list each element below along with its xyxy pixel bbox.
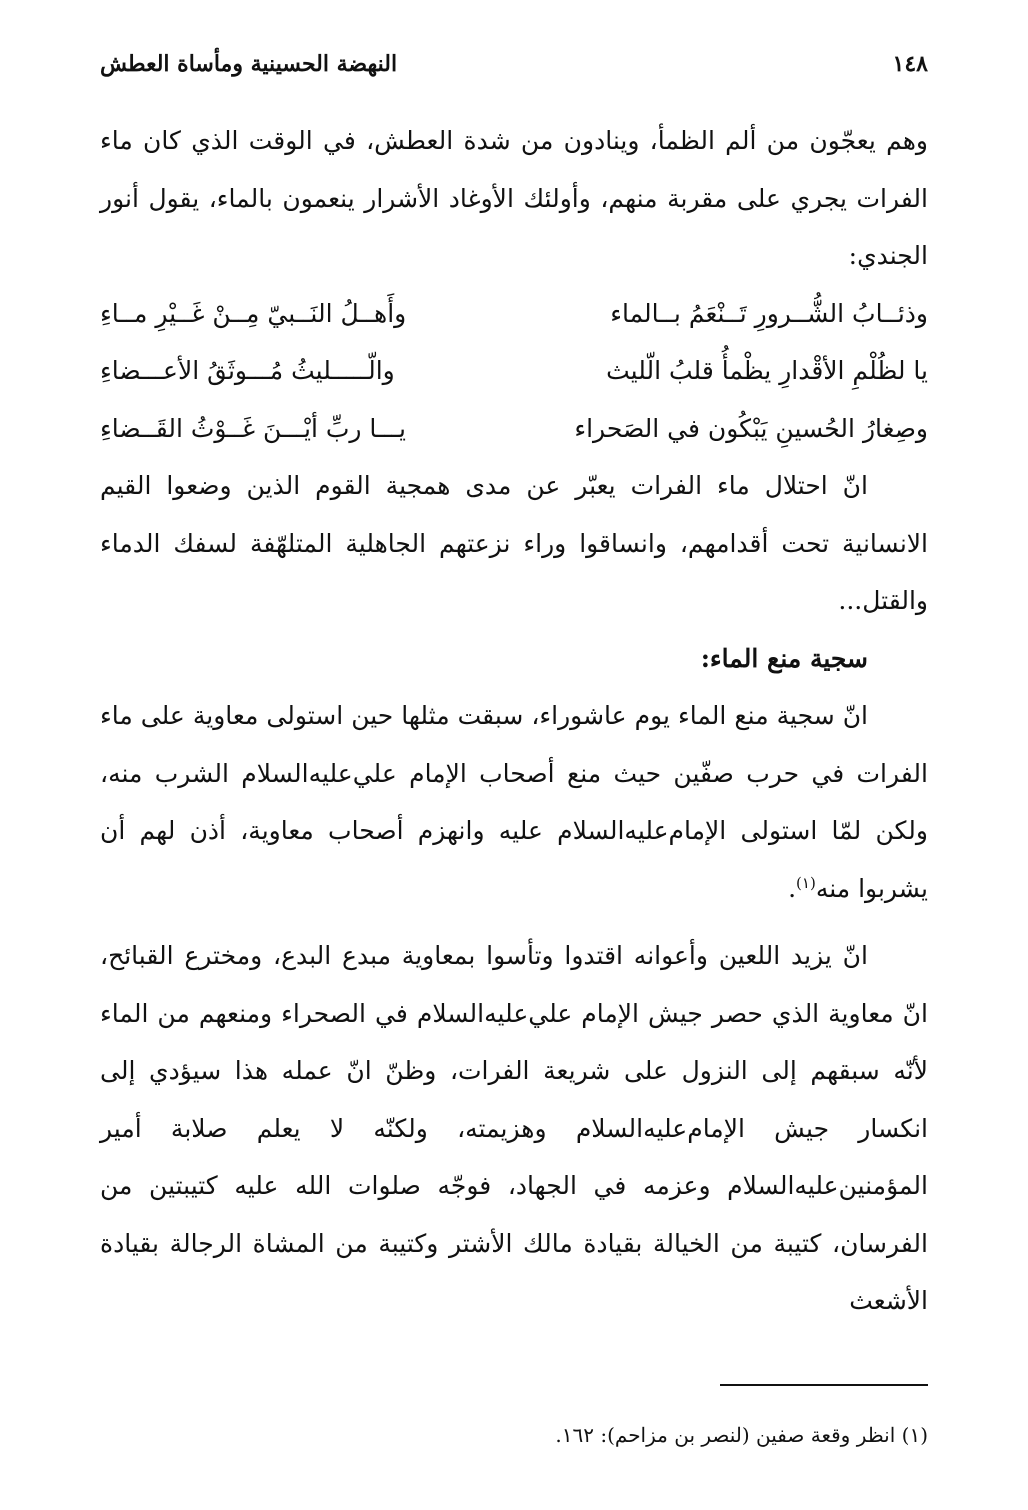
paragraph-3-text: انّ سجية منع الماء يوم عاشوراء، سبقت مثلها حين استولى معاوية على ماء الفرات في حرب صفّين حيث منع أصحاب الإمام علي‌عليه‌السلام الشرب منه، ولكن لمّا استولى الإمام‌عليه‌السلام عليه وانهزم أصحاب معاوية، أذن لهم أن يشربوا منه [100, 701, 928, 903]
hemistich-right: وصِغارُ الحُسينِ يَبْكُون في الصَحراء [574, 413, 928, 443]
hemistich-left: وأَهــلُ النَــبيّ مِــنْ غَــيْرِ مــاءِ [100, 298, 407, 328]
main-text [100, 112, 928, 1330]
footnote-divider [720, 1384, 928, 1386]
poem-verse-1 [100, 285, 928, 343]
paragraph-1: وهم يعجّون من ألم الظمأ، وينادون من شدة العطش، في الوقت الذي كان ماء الفرات يجري على مقربة منهم، وأولئك الأوغاد الأشرار ينعمون بالماء، يقول أنور الجندي: [100, 126, 928, 270]
poem [100, 285, 928, 458]
running-title: النهضة الحسينية ومأساة العطش [100, 51, 398, 77]
hemistich-left: يـــا ربِّ أيْـــنَ غَــوْثُ القَــضاءِ [100, 413, 406, 443]
paragraph-4: انّ يزيد اللعين وأعوانه اقتدوا وتأسوا بمعاوية مبدع البدع، ومخترع القبائح، انّ معاوية الذي حصر جيش الإمام علي‌عليه‌السلام في الصحراء ومنعهم من الماء لأنّه سبقهم إلى النزول على شريعة الفرات، وظنّ انّ عمله هذا سيؤدي إلى انكسار جيش الإمام‌عليه‌السلام وهزيمته، ولكنّه لا يعلم صلابة أمير المؤمنين‌عليه‌السلام وعزمه في الجهاد، فوجّه صلوات الله عليه كتيبتين من الفرسان، كتيبة من الخيالة بقيادة مالك الأشتر وكتيبة من المشاة الرجالة بقيادة الأشعث [100, 941, 928, 1315]
section-heading: سجية منع الماء: [700, 643, 868, 673]
poem-verse-2 [100, 342, 928, 400]
paragraph-3-end: . [788, 873, 797, 903]
paragraph-2: انّ احتلال ماء الفرات يعبّر عن مدى همجية القوم الذين وضعوا القيم الانسانية تحت أقدامهم، وانساقوا وراء نزعتهم الجاهلية المتلهّفة لسفك الدماء والقتل... [100, 471, 928, 615]
paragraph-3 [100, 687, 928, 917]
running-header [100, 44, 928, 84]
footnote: (١) انظر وقعة صفين (لنصر بن مزاحم): ١٦٢. [555, 1423, 928, 1447]
page-number: ١٤٨ [892, 51, 928, 77]
hemistich-right: وذئــابُ الشُّــرورِ تَــنْعَمُ بــالماء [610, 298, 928, 328]
hemistich-right: يا لظُلْمِ الأقْدارِ يظْمأُ قلبُ الّليث [606, 356, 928, 385]
footnote-reference[interactable]: (١) [796, 873, 816, 892]
poem-verse-3 [100, 400, 928, 458]
hemistich-left: والّـــــليثُ مُـــوثَقُ الأعـــضاءِ [100, 356, 395, 385]
